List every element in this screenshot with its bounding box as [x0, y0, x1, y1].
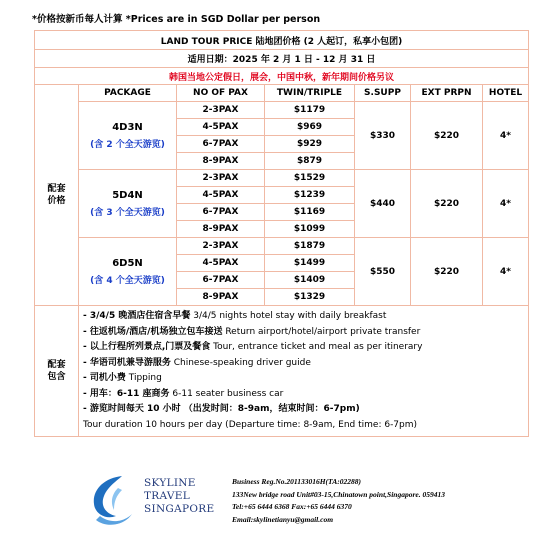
- company-name: SKYLINE TRAVEL SINGAPORE: [144, 477, 215, 515]
- hotel-cell: 4*: [483, 170, 529, 238]
- list-item: - 3/4/5 晚酒店住宿含早餐 3/4/5 nights hotel stay with daily breakfast: [83, 311, 387, 321]
- hotel-cell: 4*: [483, 102, 529, 170]
- col-header-ext: EXT PRPN: [411, 85, 483, 102]
- price-cell: $879: [265, 153, 355, 170]
- business-tel: Tel:+65 6444 6368 Fax:+65 6444 6370: [232, 502, 352, 511]
- ext-cell: $220: [411, 170, 483, 238]
- column-header-row: [35, 85, 529, 102]
- section-label-price: 配套 价格: [35, 85, 79, 306]
- list-item: - 华语司机兼导游服务 Chinese-speaking driver guide: [83, 357, 311, 368]
- pax-cell: 4-5PAX: [177, 255, 265, 272]
- pax-cell: 2-3PAX: [177, 238, 265, 255]
- list-item: - 以上行程所列景点,门票及餐食 Tour, entrance ticket and meal as per itinerary: [83, 342, 423, 352]
- business-reg: Business Reg.No.201133016H(TA:02288): [232, 477, 361, 486]
- pax-cell: 2-3PAX: [177, 170, 265, 187]
- package-subtitle: (含 4 个全天游览): [90, 275, 165, 286]
- col-header-hotel: HOTEL: [483, 85, 529, 102]
- warning-row: [35, 68, 529, 85]
- price-cell: $1499: [265, 255, 355, 272]
- inclusions-list: [79, 306, 529, 437]
- pax-cell: 8-9PAX: [177, 221, 265, 238]
- ext-cell: $220: [411, 238, 483, 306]
- price-cell: $1409: [265, 272, 355, 289]
- price-cell: $1099: [265, 221, 355, 238]
- table-row: [35, 170, 529, 187]
- list-item: - 用车：6-11 座商务 6-11 seater business car: [83, 388, 284, 399]
- table-row: [35, 102, 529, 119]
- list-item: Tour duration 10 hours per day (Departure time: 8-9am, End time: 6-7pm): [83, 419, 418, 430]
- pax-cell: 6-7PAX: [177, 204, 265, 221]
- price-cell: $1329: [265, 289, 355, 306]
- company-footer: [84, 470, 524, 550]
- business-address: 133New bridge road Unit#03-15,Chinatown point,Singapore. 059413: [232, 489, 445, 499]
- package-subtitle: (含 2 个全天游览): [90, 139, 165, 150]
- col-header-package: PACKAGE: [79, 85, 177, 102]
- business-email: Email:skylinetianyu@gmail.com: [232, 514, 334, 524]
- col-header-twin: TWIN/TRIPLE: [265, 85, 355, 102]
- section-label-include: 配套 包含: [35, 306, 79, 437]
- supp-cell: $330: [355, 102, 411, 170]
- price-cell: $1529: [265, 170, 355, 187]
- price-cell: $1179: [265, 102, 355, 119]
- ext-cell: $220: [411, 102, 483, 170]
- inclusions-row: [35, 306, 529, 437]
- validity-row: [35, 50, 529, 68]
- pax-cell: 6-7PAX: [177, 272, 265, 289]
- package-name: 5D4N: [112, 189, 143, 201]
- list-item: - 司机小费 Tipping: [83, 373, 162, 383]
- col-header-supp: S.SUPP: [355, 85, 411, 102]
- pax-cell: 6-7PAX: [177, 136, 265, 153]
- price-cell: $1169: [265, 204, 355, 221]
- table-row: [35, 238, 529, 255]
- validity-date: 适用日期：2025 年 2 月 1 日 - 12 月 31 日: [35, 50, 529, 68]
- skyline-logo-icon: [84, 470, 136, 530]
- business-info: [232, 476, 445, 526]
- list-item: - 游览时间每天 10 小时 （出发时间：8-9am，结束时间：6-7pm): [83, 404, 360, 414]
- package-name: 4D3N: [112, 121, 143, 133]
- supp-cell: $440: [355, 170, 411, 238]
- pax-cell: 8-9PAX: [177, 289, 265, 306]
- price-note: *价格按新币每人计算 *Prices are in SGD Dollar per person: [32, 14, 321, 25]
- price-cell: $969: [265, 119, 355, 136]
- package-name: 6D5N: [112, 257, 143, 269]
- holiday-warning: 韩国当地公定假日，展会，中国中秋，新年期间价格另议: [35, 68, 529, 85]
- pax-cell: 4-5PAX: [177, 187, 265, 204]
- title-row: [35, 31, 529, 50]
- package-cell: [79, 170, 177, 238]
- col-header-pax: NO OF PAX: [177, 85, 265, 102]
- package-subtitle: (含 3 个全天游览): [90, 207, 165, 218]
- table-title: LAND TOUR PRICE 陆地团价格 (2 人起订，私享小包团): [35, 31, 529, 50]
- pax-cell: 8-9PAX: [177, 153, 265, 170]
- price-table: [34, 30, 529, 437]
- list-item: - 往返机场/酒店/机场独立包车接送 Return airport/hotel/airport private transfer: [83, 326, 421, 337]
- package-cell: [79, 102, 177, 170]
- pax-cell: 2-3PAX: [177, 102, 265, 119]
- pax-cell: 4-5PAX: [177, 119, 265, 136]
- price-cell: $1879: [265, 238, 355, 255]
- price-cell: $929: [265, 136, 355, 153]
- package-cell: [79, 238, 177, 306]
- price-cell: $1239: [265, 187, 355, 204]
- supp-cell: $550: [355, 238, 411, 306]
- hotel-cell: 4*: [483, 238, 529, 306]
